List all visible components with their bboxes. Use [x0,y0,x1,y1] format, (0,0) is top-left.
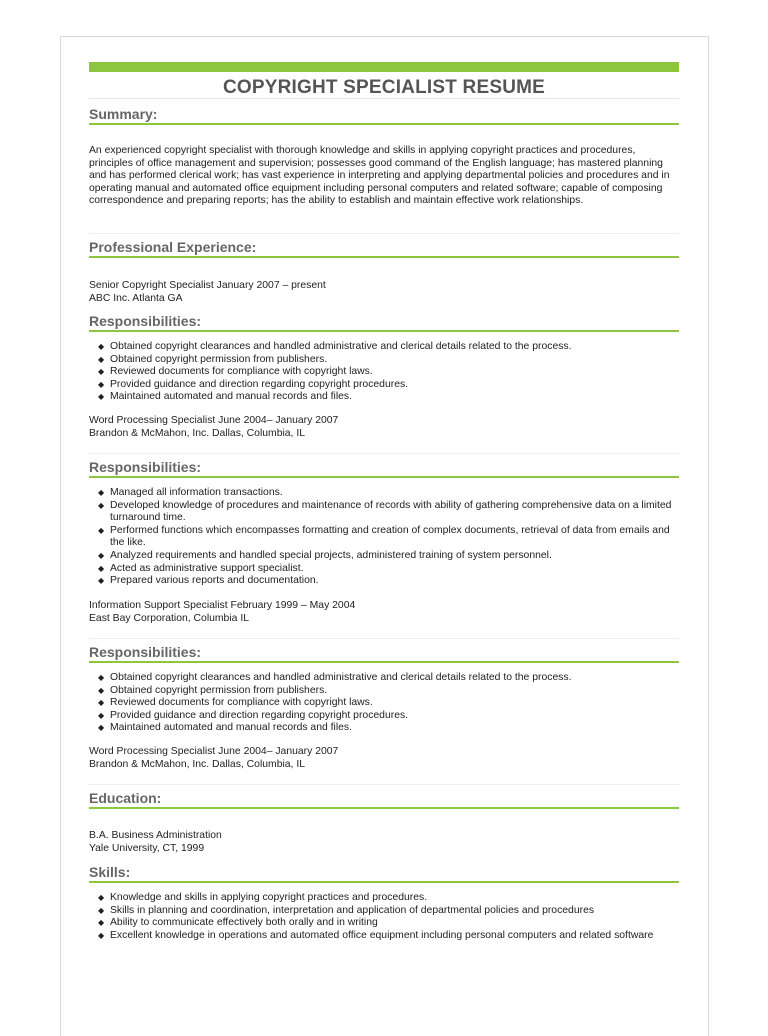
header-accent-bar [89,62,679,72]
list-item: ◆ Skills in planning and coordination, interpretation and application of departmental policies and procedures [98,904,595,916]
responsibilities-heading-1: Responsibilities: [89,313,679,332]
job-3-title: Information Support Specialist February 1999 – May 2004 [89,600,356,611]
education-school: Yale University, CT, 1999 [89,842,205,854]
responsibilities-heading-3: Responsibilities: [89,644,679,663]
list-item: ◆ Developed knowledge of procedures and maintenance of records with ability of gathering comprehensive data on a limited turnaround time. [98,499,672,524]
job-4-title: Word Processing Specialist June 2004– January 2007 [89,746,339,757]
summary-text: An experienced copyright specialist with thorough knowledge and skills in applying copyright practices and procedures, principles of office management and supervision; possesses good command of the English language; has mastered planning and has performed clerical work; has vast experience in interpreting and applying departmental policies and procedures and in operating manual and automated office equipment including personal computers and related software; capable of composing correspondence and preparing reports; has the ability to establish and maintain effective work relationships. [89,145,670,207]
list-item: ◆ Maintained automated and manual records and files. [98,391,353,403]
list-item: ◆ Obtained copyright clearances and handled administrative and clerical details related to the process. [98,341,572,352]
list-item: ◆ Knowledge and skills in applying copyright practices and procedures. [98,892,428,903]
job-1 [89,280,679,305]
list-item: ◆ Performed functions which encompasses formatting and creation of complex documents, retrieval of data from emails and the like. [98,524,670,549]
job-2-title: Word Processing Specialist June 2004– January 2007 [89,415,339,426]
education-heading: Education: [89,790,679,809]
list-item: ◆ Managed all information transactions. [98,487,283,498]
job-4 [89,746,679,771]
list-item: ◆ Reviewed documents for compliance with copyright laws. [98,366,373,378]
list-item: ◆ Maintained automated and manual records and files. [98,722,353,734]
responsibilities-heading-2: Responsibilities: [89,459,679,478]
list-item: ◆ Acted as administrative support specialist. [98,562,304,574]
list-item: ◆ Analyzed requirements and handled special projects, administered training of system personnel. [98,549,552,561]
job-1-title: Senior Copyright Specialist January 2007 – present [89,280,326,291]
skills-list [89,892,679,942]
job-3-company: East Bay Corporation, Columbia IL [89,612,249,624]
job-3 [89,600,679,625]
title-divider [89,98,679,99]
summary-heading: Summary: [89,106,679,125]
skills-heading: Skills: [89,864,679,883]
list-item: ◆ Reviewed documents for compliance with copyright laws. [98,697,373,709]
job-4-company: Brandon & McMahon, Inc. Dallas, Columbia, IL [89,758,305,770]
education-entry [89,830,679,855]
list-item: ◆ Obtained copyright permission from publishers. [98,684,328,696]
job-2 [89,415,679,440]
list-item: ◆ Obtained copyright clearances and handled administrative and clerical details related to the process. [98,672,572,683]
responsibilities-list-2 [89,487,679,588]
job-1-company: ABC Inc. Atlanta GA [89,292,183,304]
list-item: ◆ Excellent knowledge in operations and automated office equipment including personal computers and related software [98,929,654,941]
responsibilities-list-1 [89,341,679,404]
list-item: ◆ Ability to communicate effectively both orally and in writing [98,917,378,929]
list-item: ◆ Provided guidance and direction regarding copyright procedures. [98,709,409,721]
list-item: ◆ Prepared various reports and documentation. [98,575,319,587]
list-item: ◆ Provided guidance and direction regarding copyright procedures. [98,378,409,390]
education-degree: B.A. Business Administration [89,830,222,841]
responsibilities-list-3 [89,672,679,735]
job-2-company: Brandon & McMahon, Inc. Dallas, Columbia, IL [89,427,305,439]
list-item: ◆ Obtained copyright permission from publishers. [98,353,328,365]
experience-heading: Professional Experience: [89,239,679,258]
resume-title: COPYRIGHT SPECIALIST RESUME [222,77,546,98]
